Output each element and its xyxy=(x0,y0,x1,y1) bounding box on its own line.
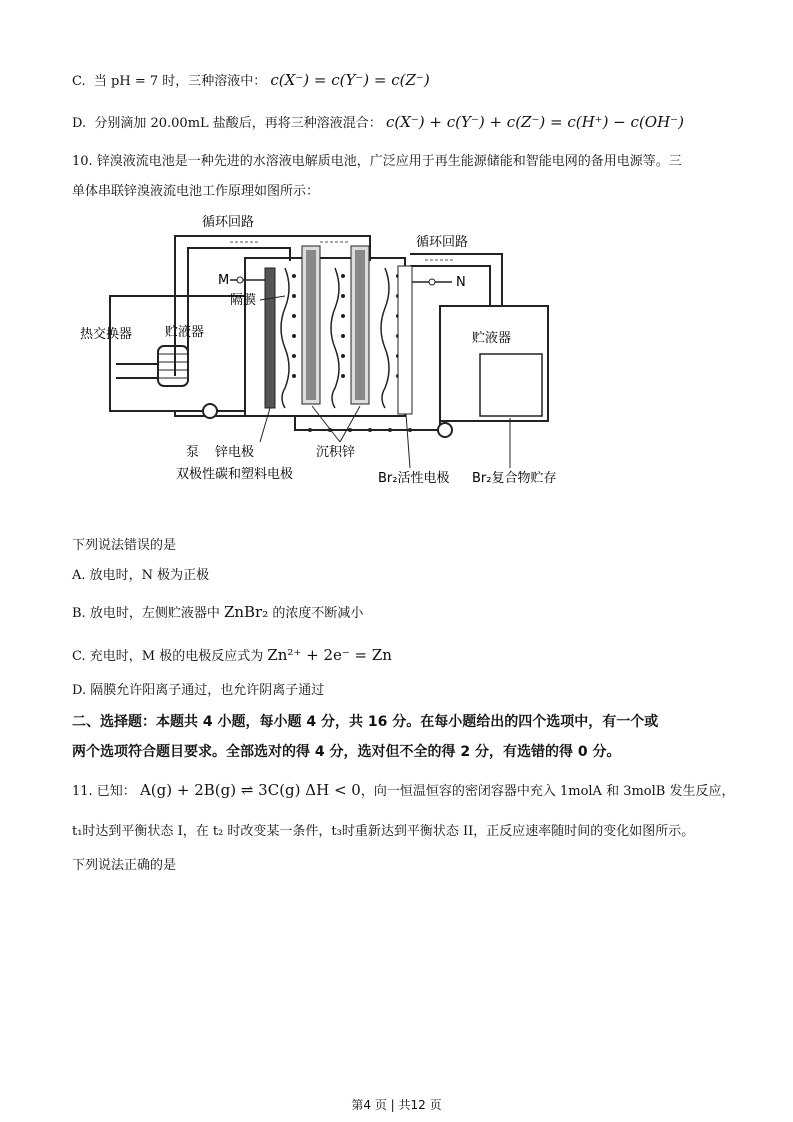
deposited-zinc xyxy=(355,250,365,400)
separator xyxy=(331,268,339,408)
br2-complex-label: Br₂复合物贮存 xyxy=(472,471,557,486)
q10-stem-line2: 单体串联锌溴液流电池工作原理如图所示： xyxy=(72,184,320,199)
loop-right-label: 循环回路 xyxy=(416,235,469,250)
q11-text: ，向一恒温恒容的密闭容器中充入 1molA 和 3molB 发生反应， xyxy=(360,784,735,799)
section2-line2: 两个选项符合题目要求。全部选对的得 4 分，选对但不全的得 2 分，有选错的得 0 分。 xyxy=(72,744,621,760)
br2-electrode-label: Br₂活性电极 xyxy=(378,471,450,486)
option-text: 当 pH = 7 时，三种溶液中： xyxy=(93,74,267,89)
pump-right xyxy=(438,423,452,437)
page-footer: 第4 页 | 共12 页 xyxy=(351,1098,442,1112)
q10-option-a: A. 放电时，N 极为正极 xyxy=(72,568,210,583)
option-text: 的浓度不断减小 xyxy=(268,606,364,621)
q10-option-b xyxy=(72,602,363,624)
terminal-m-label: M xyxy=(218,273,230,288)
q10-stem-line1: 10. 锌溴液流电池是一种先进的水溶液电解质电池，广泛应用于再生能源储能和智能电网的备用电源等。三 xyxy=(72,154,682,169)
q9-option-d xyxy=(72,112,684,134)
q10-option-c xyxy=(72,645,392,667)
formula: c(X⁻) = c(Y⁻) = c(Z⁻) xyxy=(270,71,430,89)
option-text: 分别滴加 20.00mL 盐酸后，再将三种溶液混合： xyxy=(94,116,382,131)
battery-diagram xyxy=(80,206,600,496)
q11-prefix: 11. 已知： xyxy=(72,784,136,799)
separator xyxy=(281,268,289,408)
q9-option-c xyxy=(72,70,430,92)
section2-line1: 二、选择题：本题共 4 小题，每小题 4 分，共 16 分。在每小题给出的四个选项中，有一个或 xyxy=(72,714,659,730)
bottom-pipe-right xyxy=(295,416,440,430)
option-text: B. 放电时，左侧贮液器中 xyxy=(72,606,224,621)
pump-label: 泵 xyxy=(186,445,200,460)
q10-prompt: 下列说法错误的是 xyxy=(72,538,177,553)
heat-exchanger-coil xyxy=(116,346,188,386)
formula: Zn²⁺ + 2e⁻ = Zn xyxy=(267,646,392,664)
formula: ZnBr₂ xyxy=(223,603,269,621)
reaction-formula: A(g) + 2B(g) ⇌ 3C(g) ΔH < 0 xyxy=(139,781,361,799)
reservoir-right xyxy=(440,306,548,421)
q10-option-d: D. 隔膜允许阳离子通过，也允许阴离子通过 xyxy=(72,683,325,698)
loop-right-pipe xyxy=(410,266,490,306)
battery-diagram-svg xyxy=(80,206,600,496)
heat-exchanger-label: 热交换器 xyxy=(80,327,133,342)
formula: c(X⁻) + c(Y⁻) + c(Z⁻) = c(H⁺) − c(OH⁻) xyxy=(385,113,684,131)
q11-stem-line2: t₁时达到平衡状态 I，在 t₂ 时改变某一条件，t₃时重新达到平衡状态 II，正反应速率随时间的变化如图所示。 xyxy=(72,824,695,839)
br2-complex-tank xyxy=(480,354,542,416)
bipolar-electrode-label: 双极性碳和塑料电极 xyxy=(176,467,294,482)
terminal-n-node xyxy=(429,279,435,285)
terminal-n-label: N xyxy=(456,275,466,290)
br2-active-electrode xyxy=(398,266,412,414)
pointer-line xyxy=(260,408,270,442)
pointer-line xyxy=(406,414,410,468)
separator xyxy=(381,268,389,408)
pointer-line xyxy=(312,406,340,442)
zinc-electrode xyxy=(265,268,275,408)
q11-stem-line1 xyxy=(72,780,734,802)
pointer-line xyxy=(340,406,360,442)
option-label: C. xyxy=(72,74,86,89)
pump-left xyxy=(203,404,217,418)
terminal-m-node xyxy=(237,277,243,283)
separator-label: 隔膜 xyxy=(230,293,257,308)
q11-prompt: 下列说法正确的是 xyxy=(72,858,177,873)
loop-left-label: 循环回路 xyxy=(202,215,255,230)
deposited-zinc xyxy=(306,250,316,400)
option-label: D. xyxy=(72,116,87,131)
option-text: C. 充电时，M 极的电极反应式为 xyxy=(72,649,268,664)
reservoir-right-label: 贮液器 xyxy=(472,331,512,346)
deposited-zinc-label: 沉积锌 xyxy=(316,445,356,460)
zinc-electrode-label: 锌电极 xyxy=(215,445,255,460)
reservoir-left-label: 贮液器 xyxy=(165,325,205,340)
